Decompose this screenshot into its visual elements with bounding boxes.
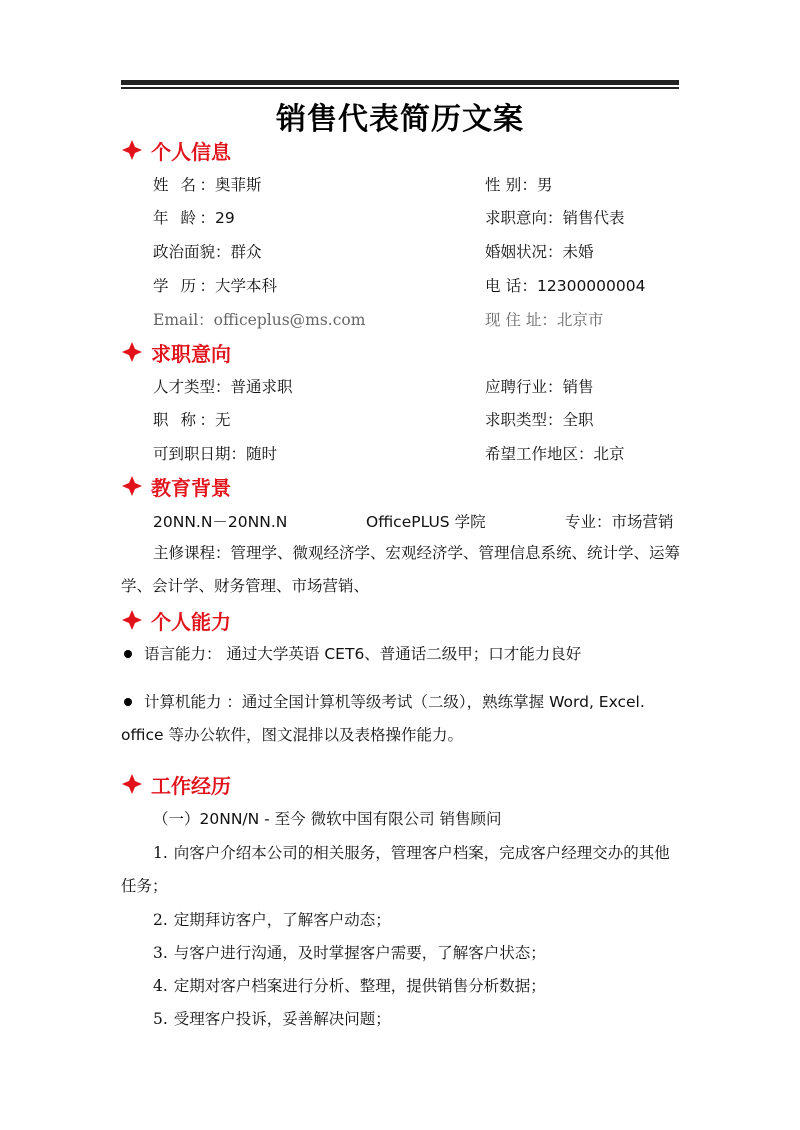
field-region: 希望工作地区：北京: [485, 445, 625, 463]
field-degree: 学 历：大学本科: [153, 277, 278, 295]
field-name: 姓 名：奥菲斯: [153, 176, 262, 194]
field-talent-type: 人才类型：普通求职: [153, 378, 293, 396]
field-marital: 婚姻状况：未婚: [485, 243, 594, 261]
section-heading-skills: 个人能力: [121, 606, 231, 634]
field-political: 政治面貌：群众: [153, 243, 262, 261]
field-age: 年 龄：29: [153, 209, 235, 227]
field-job-type: 求职类型：全职: [485, 411, 594, 429]
education-major: 专业：市场营销: [565, 513, 674, 531]
bullet-dot-icon: [124, 650, 132, 658]
field-job-title: 职 称：无: [153, 411, 231, 429]
work-header: （一）20NN/N - 至今 微软中国有限公司 销售顾问: [153, 810, 502, 828]
field-target: 求职意向：销售代表: [485, 209, 625, 227]
section-heading-personal: 个人信息: [121, 136, 231, 164]
section-heading-intent: 求职意向: [121, 338, 231, 366]
diamond-bullet-icon: [121, 773, 143, 795]
diamond-bullet-icon: [121, 475, 143, 497]
diamond-bullet-icon: [121, 139, 143, 161]
education-courses: 主修课程：管理学、微观经济学、宏观经济学、管理信息系统、统计学、运筹学、会计学、财务管理、市场营销、: [121, 544, 681, 595]
field-available-date: 可到职日期：随时: [153, 445, 278, 463]
diamond-bullet-icon: [121, 609, 143, 631]
top-rule-thick: [121, 80, 679, 85]
education-period: 20NN.N－20NN.N: [153, 513, 288, 531]
section-heading-education: 教育背景: [121, 472, 231, 500]
skill-computer: 计算机能力 ：通过全国计算机等级考试（二级），熟练掌握 Word, Excel. office 等办公软件，图文混排以及表格操作能力。: [121, 693, 645, 744]
work-duty: 3. 与客户进行沟通，及时掌握客户需要，了解客户状态；: [153, 944, 546, 962]
page-title: 销售代表简历文案: [276, 102, 524, 137]
field-gender: 性 别：男: [485, 176, 553, 194]
field-address: 现 住 址：北京市: [485, 311, 604, 329]
work-duty: 4. 定期对客户档案进行分析、整理，提供销售分析数据；: [153, 977, 546, 995]
skill-language: 语言能力： 通过大学英语 CET6、普通话二级甲；口才能力良好: [121, 638, 681, 671]
top-rule-thin: [121, 87, 679, 89]
field-phone: 电 话：12300000004: [485, 277, 646, 295]
work-duty: 1. 向客户介绍本公司的相关服务，管理客户档案，完成客户经理交办的其他任务；: [121, 844, 670, 895]
work-duty: 2. 定期拜访客户，了解客户动态；: [153, 911, 391, 929]
field-email: Email：officeplus@ms.com: [153, 311, 366, 329]
education-school: OfficePLUS 学院: [366, 513, 486, 531]
bullet-dot-icon: [124, 698, 132, 706]
diamond-bullet-icon: [121, 341, 143, 363]
work-duty: 5. 受理客户投诉，妥善解决问题；: [153, 1010, 391, 1028]
field-industry: 应聘行业：销售: [485, 378, 594, 396]
section-heading-work: 工作经历: [121, 770, 231, 798]
